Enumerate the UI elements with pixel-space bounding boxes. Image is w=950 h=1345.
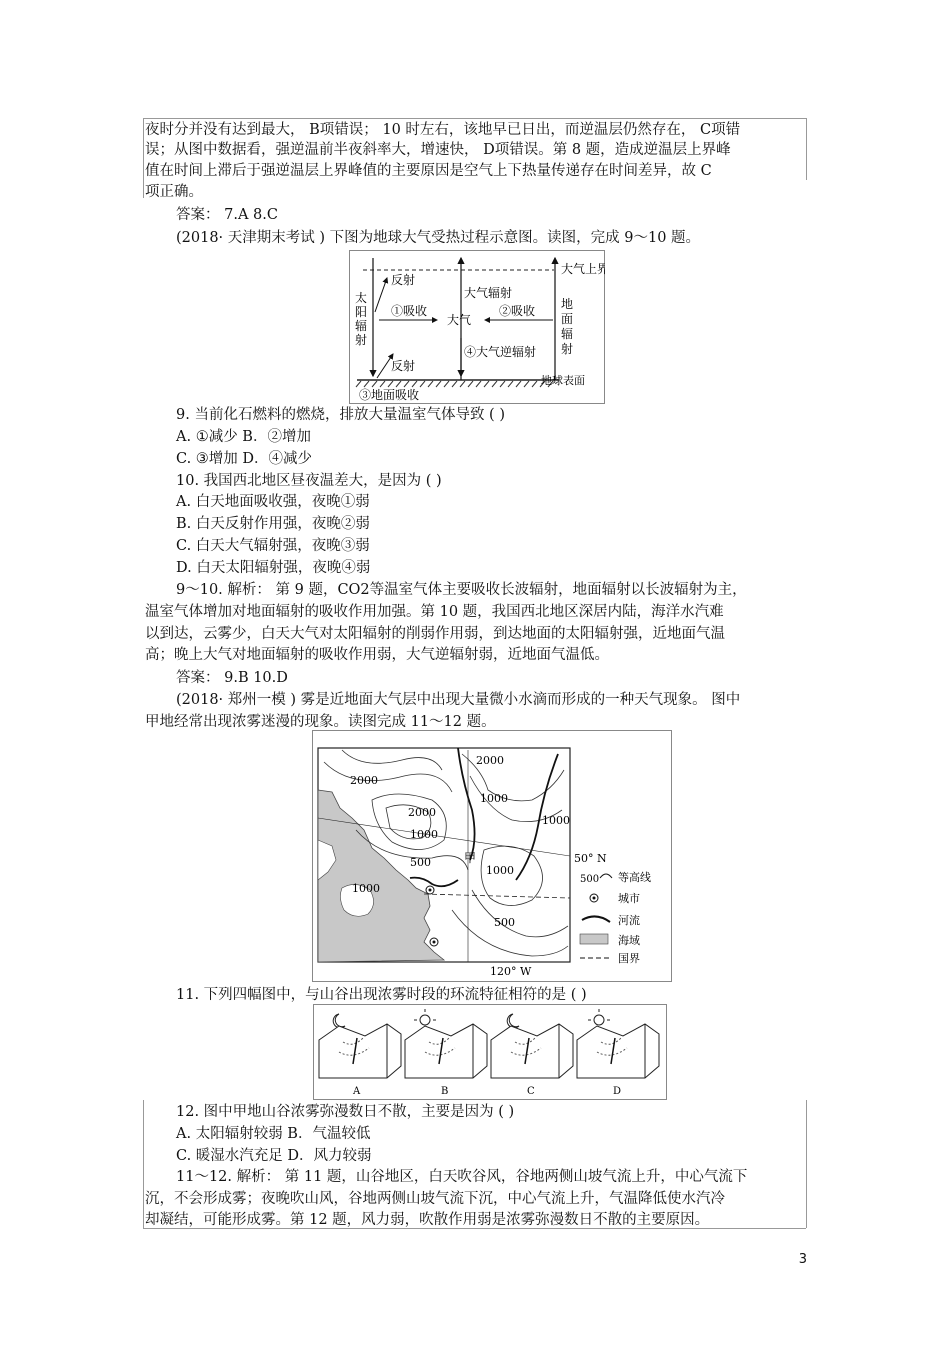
contour-map-figure <box>312 730 672 982</box>
map-legend <box>580 870 651 965</box>
label-upper-boundary: 大气上界 <box>561 262 605 276</box>
question-10-option-d: D. 白天太阳辐射强，夜晚④弱 <box>176 560 371 576</box>
question-12-options-ab: A. 太阳辐射较弱 B．气温较低 <box>176 1126 371 1142</box>
legend-city: 城市 <box>618 892 640 905</box>
panel-d <box>577 1009 659 1097</box>
panel-a <box>319 1014 401 1097</box>
legend-contour-number: 500 <box>580 874 600 885</box>
explanation-line: 温室气体增加对地面辐射的吸收作用加强。第 10 题，我国西北地区深居内陆，海洋水汽难 <box>145 604 724 620</box>
question-9-options-ab: A. ①减少 B．②增加 <box>176 429 311 445</box>
label-surface: 地球表面 <box>541 374 585 387</box>
valley-circulation-figure <box>313 1004 667 1100</box>
panel-b <box>405 1009 487 1097</box>
legend-sea: 海域 <box>618 934 640 947</box>
frame-right-line <box>806 118 807 180</box>
text-line: 项正确。 <box>145 184 203 200</box>
contour-label: 1000 <box>486 864 514 877</box>
text-line: 误；从图中数据看，强逆温前半夜斜率大，增速快， D项错误。第 8 题，造成逆温层上界峰 <box>145 142 731 158</box>
text-line: 值在时间上滞后于强逆温层上界峰值的主要原因是空气上下热量传递存在时间差异，故 C <box>145 163 712 179</box>
question-10-option-a: A. 白天地面吸收强，夜晚①弱 <box>176 494 370 510</box>
label-ground-absorb: ③地面吸收 <box>359 388 420 402</box>
question-12: 12. 图中甲地山谷浓雾弥漫数日不散，主要是因为 ( ) <box>176 1104 515 1120</box>
valley-figure-svg <box>313 1004 667 1100</box>
label-reflect-1: 反射 <box>391 273 416 287</box>
question-9: 9. 当前化石燃料的燃烧，排放大量温室气体导致 ( ) <box>176 407 505 423</box>
label-atm-radiation: 大气辐射 <box>464 286 513 300</box>
legend-river: 河流 <box>618 914 640 927</box>
question-9-options-cd: C. ③增加 D．④减少 <box>176 451 313 467</box>
frame-left-line <box>143 118 144 198</box>
panel-label: D <box>613 1086 622 1097</box>
question-10-option-c: C. 白天大气辐射强，夜晚③弱 <box>176 538 370 554</box>
contour-label: 2000 <box>476 754 504 767</box>
frame-top-line <box>143 118 806 119</box>
explanation-line: 沉，不会形成雾；夜晚吹山风，谷地两侧山坡气流下沉，中心气流上升，气温降低使水汽冷 <box>145 1191 725 1207</box>
panel-label: A <box>353 1086 361 1097</box>
label-absorb-1: ①吸收 <box>391 304 428 318</box>
question-intro: 甲地经常出现浓雾迷漫的现象。读图完成 11～12 题。 <box>145 714 496 730</box>
label-ground-rad-2: 面 <box>561 312 574 326</box>
label-atmosphere: 大气 <box>447 313 472 327</box>
contour-label: 500 <box>410 856 431 869</box>
question-12-options-cd: C. 暖湿水汽充足 D．风力较弱 <box>176 1148 372 1164</box>
frame-right-line-2 <box>806 1100 807 1228</box>
contour-label: 1000 <box>542 814 570 827</box>
answer-line: 答案： 7.A 8.C <box>176 207 278 223</box>
panel-c <box>491 1014 573 1097</box>
answer-line: 答案： 9.B 10.D <box>176 670 288 686</box>
contour-label: 1000 <box>410 828 438 841</box>
explanation-line: 高；晚上大气对地面辐射的吸收作用弱，大气逆辐射弱，近地面气温低。 <box>145 647 609 663</box>
contour-label: 1000 <box>352 882 380 895</box>
label-solar-1: 太 <box>355 291 368 305</box>
location-jia-label: 甲 <box>464 851 477 865</box>
text-line: 夜时分并没有达到最大， B项错误； 10 时左右，该地早已日出，而逆温层仍然存在， C项错 <box>145 122 741 138</box>
label-solar-4: 射 <box>355 333 368 347</box>
question-intro: (2018· 郑州一模 ) 雾是近地面大气层中出现大量微小水滴而形成的一种天气现象。 图中 <box>176 692 741 708</box>
heating-diagram-svg <box>349 250 605 404</box>
frame-left-line-2 <box>143 1100 144 1228</box>
label-solar-3: 辐 <box>355 319 368 333</box>
question-intro: (2018· 天津期末考试 ) 下图为地球大气受热过程示意图。读图，完成 9～10 题。 <box>176 230 701 246</box>
contour-label: 500 <box>494 916 515 929</box>
explanation-line: 却凝结，可能形成雾。第 12 题，风力弱，吹散作用弱是浓雾弥漫数日不散的主要原因。 <box>145 1212 710 1228</box>
legend-contour: 等高线 <box>618 871 651 884</box>
longitude-label: 120° W <box>490 965 532 978</box>
atmosphere-heating-diagram <box>349 250 605 404</box>
contour-label: 1000 <box>480 792 508 805</box>
page-number: 3 <box>798 1252 807 1267</box>
label-reflect-2: 反射 <box>391 359 416 373</box>
panel-label: B <box>441 1086 449 1097</box>
explanation-line: 11～12. 解析： 第 11 题，山谷地区，白天吹谷风，谷地两侧山坡气流上升，中心气流下 <box>176 1169 748 1185</box>
contour-label: 2000 <box>350 774 378 787</box>
label-absorb-2: ②吸收 <box>499 304 536 318</box>
latitude-label: 50° N <box>574 852 607 865</box>
contour-map-svg <box>312 730 672 982</box>
explanation-line: 9～10. 解析： 第 9 题，CO2等温室气体主要吸收长波辐射，地面辐射以长波辐射为主， <box>176 582 747 598</box>
question-11: 11. 下列四幅图中，与山谷出现浓雾时段的环流特征相符的是 ( ) <box>176 987 587 1003</box>
legend-border: 国界 <box>618 952 640 965</box>
panel-label: C <box>527 1086 535 1097</box>
label-counter-radiation: ④大气逆辐射 <box>464 345 537 359</box>
label-ground-rad-1: 地 <box>561 297 574 311</box>
label-ground-rad-4: 射 <box>561 342 574 356</box>
question-10: 10. 我国西北地区昼夜温差大，是因为 ( ) <box>176 473 442 489</box>
question-10-option-b: B. 白天反射作用强，夜晚②弱 <box>176 516 370 532</box>
label-ground-rad-3: 辐 <box>561 327 574 341</box>
contour-label: 2000 <box>408 806 436 819</box>
explanation-line: 以到达，云雾少，白天大气对太阳辐射的削弱作用弱，到达地面的太阳辐射强，近地面气温 <box>145 626 725 642</box>
label-solar-2: 阳 <box>355 305 368 319</box>
